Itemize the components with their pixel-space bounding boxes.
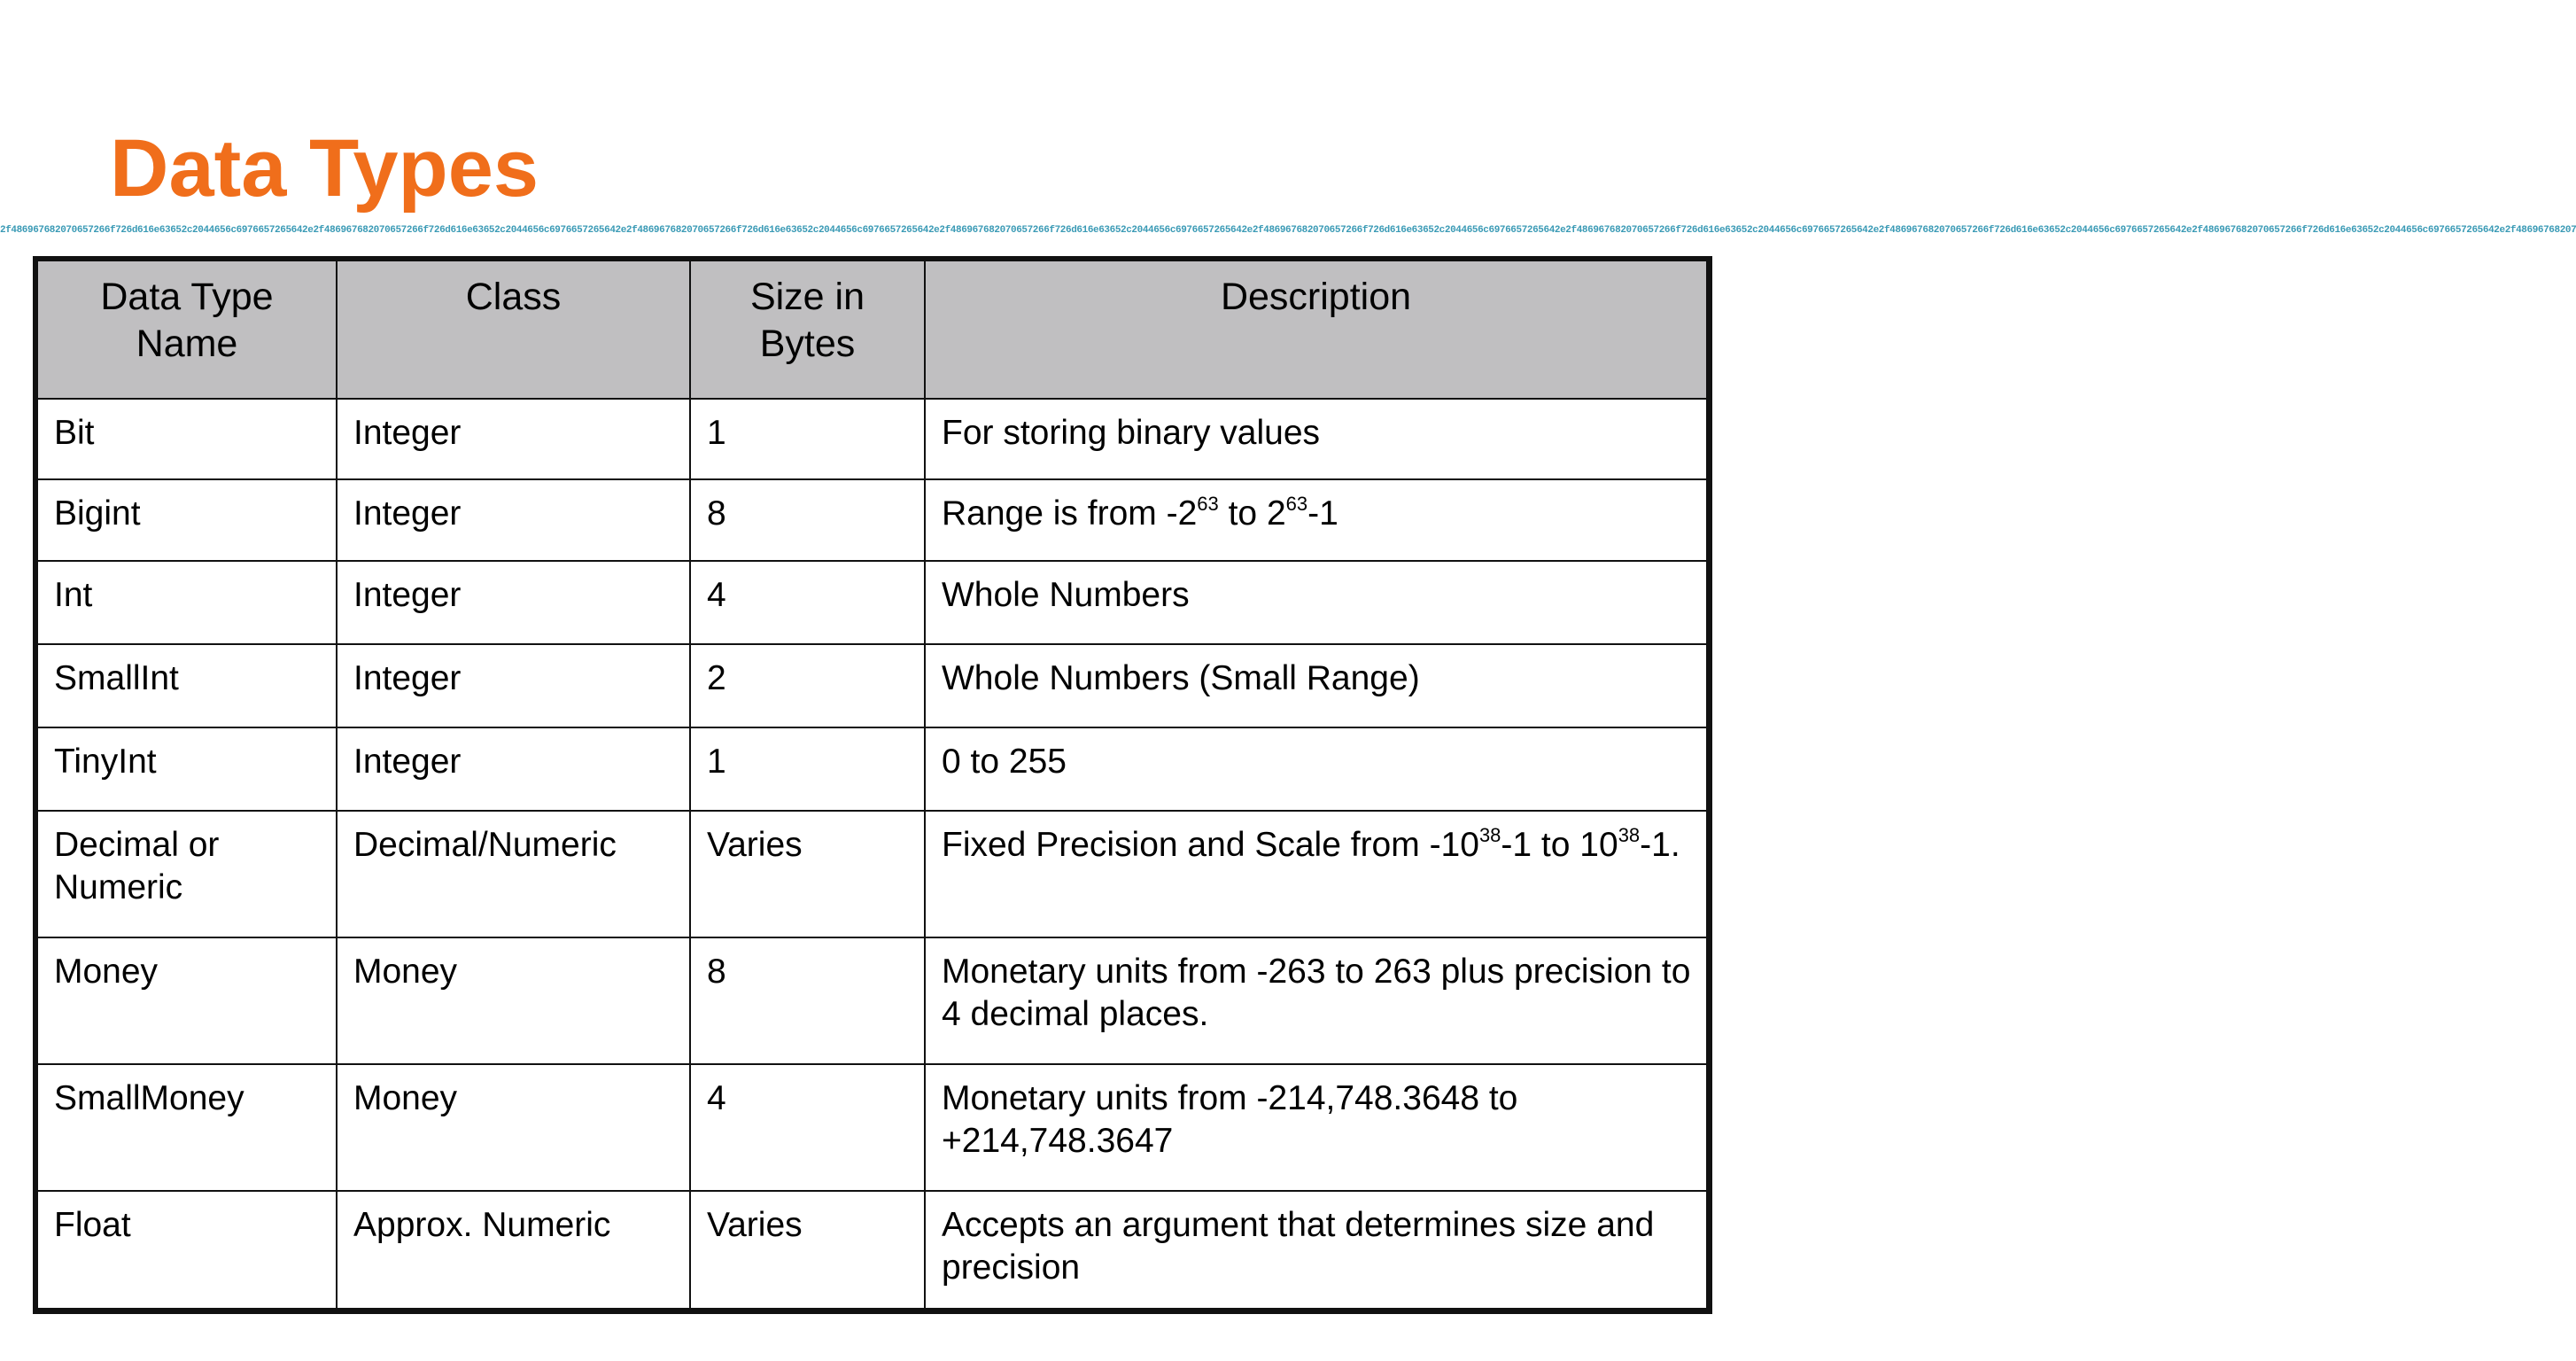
cell-name: Bigint bbox=[37, 479, 337, 561]
description-text: Range is from -2 bbox=[942, 494, 1198, 533]
cell-size: 2 bbox=[690, 644, 925, 727]
cell-name: TinyInt bbox=[37, 727, 337, 811]
description-text: to 2 bbox=[1218, 494, 1286, 533]
table-row bbox=[37, 937, 1707, 1064]
cell-size: 1 bbox=[690, 399, 925, 479]
cell-size: Varies bbox=[690, 1191, 925, 1309]
cell-class: Integer bbox=[337, 561, 690, 644]
slide-title: Data Types bbox=[110, 123, 539, 214]
cell-name: Int bbox=[37, 561, 337, 644]
cell-size: 4 bbox=[690, 1064, 925, 1191]
cell-class: Money bbox=[337, 937, 690, 1064]
cell-size: 1 bbox=[690, 727, 925, 811]
cell-description: Monetary units from -263 to 263 plus precision to 4 decimal places. bbox=[925, 937, 1707, 1064]
table-header-row bbox=[37, 261, 1707, 399]
table-row bbox=[37, 727, 1707, 811]
cell-description: Accepts an argument that determines size and precision bbox=[925, 1191, 1707, 1309]
cell-class: Approx. Numeric bbox=[337, 1191, 690, 1309]
cell-description: Monetary units from -214,748.3648 to +214,748.3647 bbox=[925, 1064, 1707, 1191]
cell-class: Integer bbox=[337, 727, 690, 811]
cell-size: Varies bbox=[690, 811, 925, 937]
table-row bbox=[37, 811, 1707, 937]
table-row bbox=[37, 644, 1707, 727]
cell-name: Float bbox=[37, 1191, 337, 1309]
description-text: Fixed Precision and Scale from -10 bbox=[942, 826, 1479, 864]
description-text: -1. bbox=[1640, 826, 1680, 864]
cell-class: Money bbox=[337, 1064, 690, 1191]
description-text: -1 bbox=[1307, 494, 1338, 533]
exponent: 63 bbox=[1197, 493, 1219, 515]
cell-description: Whole Numbers (Small Range) bbox=[925, 644, 1707, 727]
cell-description bbox=[925, 811, 1707, 937]
table-row bbox=[37, 1064, 1707, 1191]
table-row bbox=[37, 399, 1707, 479]
cell-class: Integer bbox=[337, 399, 690, 479]
cell-description: For storing binary values bbox=[925, 399, 1707, 479]
description-text: -1 to 10 bbox=[1501, 826, 1618, 864]
data-types-table bbox=[36, 260, 1708, 1310]
cell-name: SmallMoney bbox=[37, 1064, 337, 1191]
cell-class: Integer bbox=[337, 479, 690, 561]
header-description: Description bbox=[925, 261, 1707, 399]
cell-description bbox=[925, 479, 1707, 561]
hex-watermark-strip: 2f486967682070657266f726d616e63652c2044656c6976657265642e2f486967682070657266f726d616e63652c2044656c6976657265642e2f486967682070657266f726d616e63652c2044656c6976657265642e2f486967682070657266f726d616e63652c2044656c6976657265642e2f486967682070657266f726d616e63652c2044656c6976657265642e2f486967682070657266f726d616e63652c2044656c6976657265642e2f486967682070657266f726d616e63652c2044656c6976657265642e2f486967682070657266f726d616e63652c2044656c6976657265642e2f48696768207 bbox=[0, 225, 2576, 236]
exponent: 38 bbox=[1478, 824, 1501, 846]
table-row bbox=[37, 561, 1707, 644]
header-data-type-name: Data Type Name bbox=[37, 261, 337, 399]
cell-name: Money bbox=[37, 937, 337, 1064]
cell-name: SmallInt bbox=[37, 644, 337, 727]
cell-name: Bit bbox=[37, 399, 337, 479]
header-class: Class bbox=[337, 261, 690, 399]
cell-description: Whole Numbers bbox=[925, 561, 1707, 644]
exponent: 38 bbox=[1618, 824, 1641, 846]
exponent: 63 bbox=[1285, 493, 1308, 515]
table-row bbox=[37, 1191, 1707, 1309]
table-row bbox=[37, 479, 1707, 561]
cell-name: Decimal or Numeric bbox=[37, 811, 337, 937]
cell-class: Decimal/Numeric bbox=[337, 811, 690, 937]
cell-description: 0 to 255 bbox=[925, 727, 1707, 811]
data-types-table-frame bbox=[33, 256, 1712, 1314]
cell-size: 8 bbox=[690, 479, 925, 561]
cell-class: Integer bbox=[337, 644, 690, 727]
header-size-in-bytes: Size in Bytes bbox=[690, 261, 925, 399]
cell-size: 8 bbox=[690, 937, 925, 1064]
cell-size: 4 bbox=[690, 561, 925, 644]
